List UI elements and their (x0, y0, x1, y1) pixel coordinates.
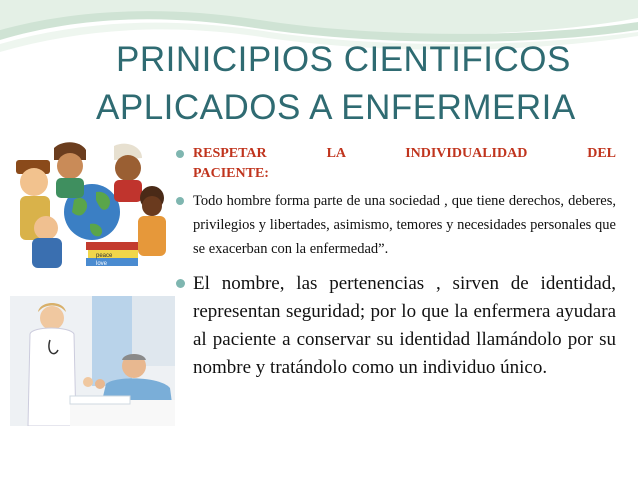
heading-word: RESPETAR (193, 146, 267, 161)
book-label-peace: peace (96, 253, 113, 259)
bullet-dot-icon (176, 279, 185, 288)
bullet-respetar-individualidad (176, 144, 616, 184)
nurse-with-patient-photo (10, 296, 175, 426)
bullet-text: El nombre, las pertenencias , sirven de identidad, representan seguridad; por lo que la enfermera ayudara al paciente a conservar su identidad llamándolo por su nombre y tratándolo como un individuo único. (193, 273, 616, 378)
bullet-el-nombre (176, 270, 616, 382)
heading-line-1 (193, 146, 616, 161)
bullet-dot-icon (176, 150, 184, 158)
book-label-love: love (96, 261, 108, 267)
heading-line-2: PACIENTE: (193, 166, 269, 181)
bullet-text: Todo hombre forma parte de una sociedad , que tiene derechos, deberes, privilegios y libertades, asimismo, temores y necesidades personales que se exacerban con la enfermedad”. (193, 193, 616, 257)
slide-title (96, 36, 616, 132)
children-around-globe-illustration (10, 142, 170, 272)
bullet-dot-icon (176, 197, 184, 205)
bullet-list (176, 144, 616, 382)
title-line-1: PRINICIPIOS CIENTIFICOS (116, 40, 571, 79)
heading-word: DEL (587, 146, 617, 161)
heading-word: INDIVIDUALIDAD (405, 146, 528, 161)
heading-word: LA (326, 146, 346, 161)
bullet-todo-hombre (176, 189, 616, 261)
title-line-2: APLICADOS A ENFERMERIA (96, 88, 576, 127)
